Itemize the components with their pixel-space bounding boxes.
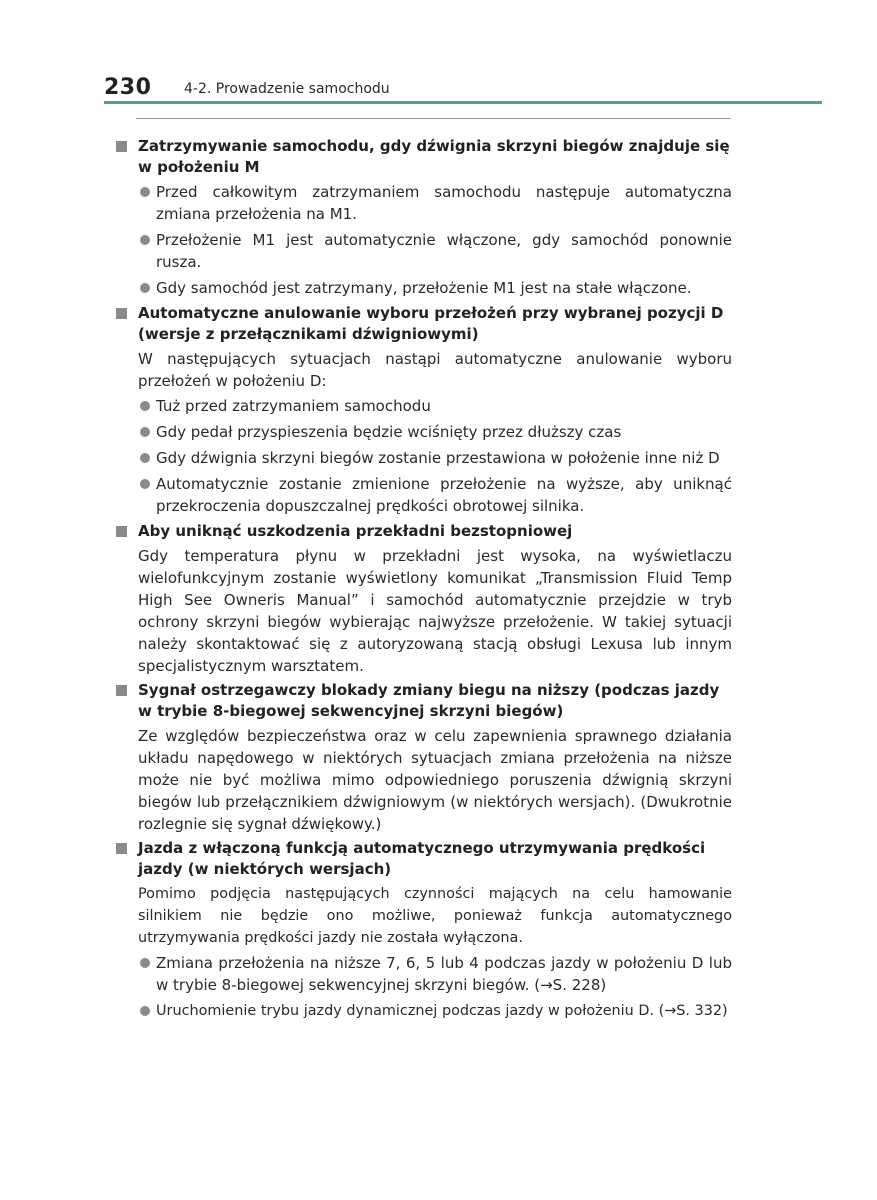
list-item: Gdy samochód jest zatrzymany, przełożenie M1 jest na stałe włączone. [116, 277, 732, 299]
header-rule [104, 101, 822, 104]
round-bullet-icon [140, 187, 150, 197]
section-title-text: Zatrzymywanie samochodu, gdy dźwignia skrzyni biegów znajduje się w położeniu M [138, 137, 730, 176]
square-bullet-icon [116, 685, 127, 696]
section-title [116, 303, 732, 345]
square-bullet-icon [116, 526, 127, 537]
list-item: Przełożenie M1 jest automatycznie włączone, gdy samochód ponownie rusza. [116, 229, 732, 273]
section-paragraph: Pomimo podjęcia następujących czynności mających na celu hamowanie silnikiem nie będzie ono możliwe, ponieważ funkcja automatycznego utrzymywania prędkości jazdy nie została wyłączona. [138, 886, 732, 946]
round-bullet-icon [140, 283, 150, 293]
section-downshift-warning [116, 680, 732, 835]
page-number: 230 [104, 75, 152, 100]
round-bullet-icon [140, 401, 150, 411]
section-stopping-in-m [116, 136, 732, 299]
chapter-title: 4-2. Prowadzenie samochodu [184, 81, 390, 97]
page-header [104, 74, 822, 102]
section-title-text: Aby uniknąć uszkodzenia przekładni bezstopniowej [138, 522, 573, 540]
section-paragraph: W następujących sytuacjach nastąpi automatyczne anulowanie wyboru przełożeń w położeniu D: [138, 350, 732, 390]
round-bullet-icon [140, 1006, 150, 1016]
section-title [116, 136, 732, 178]
bullet-list [116, 181, 732, 299]
page-content [116, 136, 732, 1026]
section-auto-cancel [116, 303, 732, 517]
content-top-rule [136, 118, 731, 119]
section-cvt-protection [116, 521, 732, 677]
square-bullet-icon [116, 308, 127, 319]
section-title-text: Jazda z włączoną funkcją automatycznego utrzymywania prędkości jazdy (w niektórych wersjach) [138, 839, 706, 878]
round-bullet-icon [140, 427, 150, 437]
round-bullet-icon [140, 479, 150, 489]
list-item: Przed całkowitym zatrzymaniem samochodu następuje automatyczna zmiana przełożenia na M1. [116, 181, 732, 225]
section-title [116, 838, 732, 880]
list-item: Tuż przed zatrzymaniem samochodu [116, 395, 732, 417]
list-item: Gdy pedał przyspieszenia będzie wciśnięty przez dłuższy czas [116, 421, 732, 443]
list-item: Uruchomienie trybu jazdy dynamicznej podczas jazdy w położeniu D. (→S. 332) [116, 1000, 732, 1022]
round-bullet-icon [140, 453, 150, 463]
list-item: Automatycznie zostanie zmienione przełożenie na wyższe, aby uniknąć przekroczenia dopuszczalnej prędkości obrotowej silnika. [116, 473, 732, 517]
section-title-text: Automatyczne anulowanie wyboru przełożeń przy wybranej pozycji D (wersje z przełącznikami dźwigniowymi) [138, 304, 724, 343]
section-title [116, 680, 732, 722]
list-item: Gdy dźwignia skrzyni biegów zostanie przestawiona w położenie inne niż D [116, 447, 732, 469]
bullet-list [116, 395, 732, 517]
bullet-list [116, 952, 732, 1022]
round-bullet-icon [140, 235, 150, 245]
round-bullet-icon [140, 958, 150, 968]
list-item: Zmiana przełożenia na niższe 7, 6, 5 lub 4 podczas jazdy w położeniu D lub w trybie 8-biegowej sekwencyjnej skrzyni biegów. (→S. 228) [116, 952, 732, 996]
section-title-text: Sygnał ostrzegawczy blokady zmiany biegu na niższy (podczas jazdy w trybie 8-biegowej sekwencyjnej skrzyni biegów) [138, 681, 720, 720]
section-title [116, 521, 732, 542]
square-bullet-icon [116, 843, 127, 854]
section-cruise-control [116, 838, 732, 1022]
section-paragraph: Ze względów bezpieczeństwa oraz w celu zapewnienia sprawnego działania układu napędowego w niektórych sytuacjach zmiana przełożenia na niższe może nie być możliwa mimo odpowiedniego poruszenia dźwignią skrzyni biegów lub przełącznikiem dźwigniowym (w niektórych wersjach). (Dwukrotnie rozlegnie się sygnał dźwiękowy.) [138, 727, 732, 833]
square-bullet-icon [116, 141, 127, 152]
section-paragraph: Gdy temperatura płynu w przekładni jest wysoka, na wyświetlaczu wielofunkcyjnym zostanie wyświetlony komunikat „Transmission Fluid Temp High See Owneris Manual” i samochód automatycznie przejdzie w tryb ochrony skrzyni biegów wybierając najwyższe przełożenie. W takiej sytuacji należy skontaktować się z autoryzowaną stacją obsługi Lexusa lub innym specjalistycznym warsztatem. [138, 547, 732, 675]
